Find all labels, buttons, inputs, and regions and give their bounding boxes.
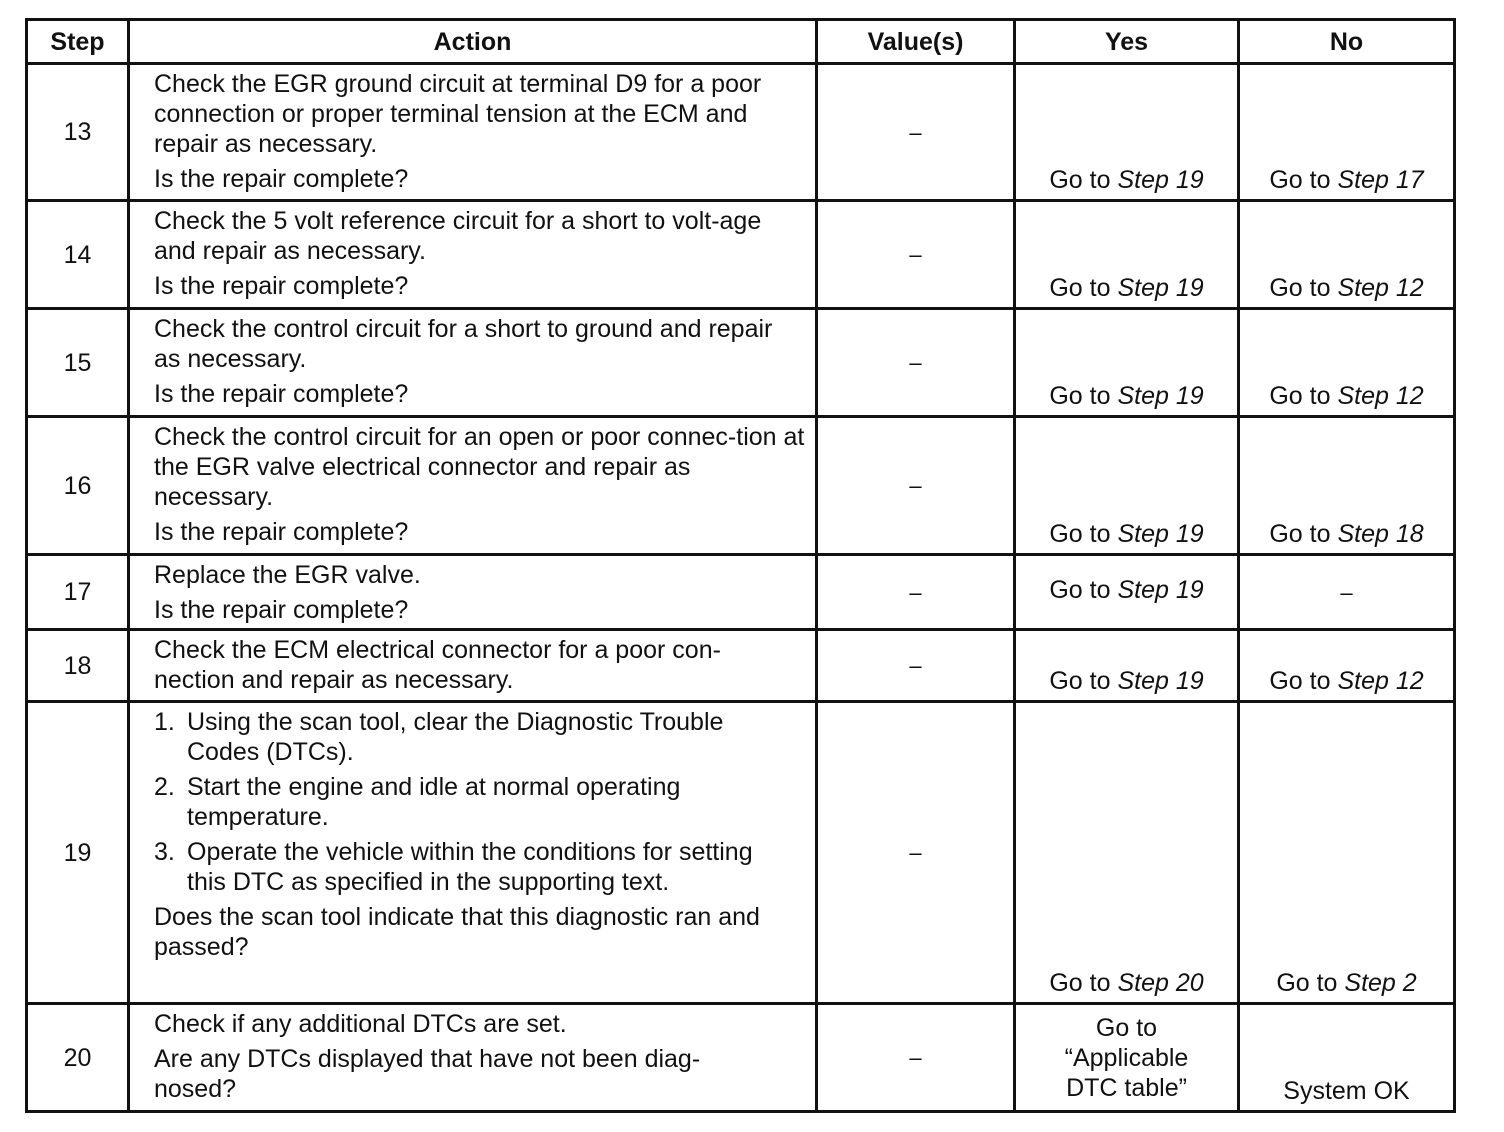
yes-cell xyxy=(1015,64,1239,201)
yes-prefix: Go to xyxy=(1049,576,1118,604)
header-row xyxy=(27,20,1455,64)
action-text: Check the EGR ground circuit at terminal D9 for a poor connection or proper terminal tension at the ECM and repair as necessary. xyxy=(154,70,762,158)
yes-step-link: Step 19 xyxy=(1117,166,1204,194)
yes-step-link: Step 19 xyxy=(1117,576,1204,604)
header-yes: Yes xyxy=(1015,20,1239,64)
no-text: – xyxy=(1340,579,1353,605)
no-cell xyxy=(1239,555,1455,630)
list-item xyxy=(154,772,794,832)
no-cell xyxy=(1239,309,1455,417)
value-text: – xyxy=(909,350,922,375)
list-text: Using the scan tool, clear the Diagnostic Trouble Codes (DTCs). xyxy=(187,708,724,766)
yes-cell xyxy=(1015,417,1239,555)
yes-cell xyxy=(1015,201,1239,309)
value-text: – xyxy=(909,242,922,267)
yes-step-link: Step 19 xyxy=(1117,382,1204,410)
no-prefix: Go to xyxy=(1269,520,1338,548)
yes-prefix: Go to xyxy=(1049,667,1118,695)
action-question: Does the scan tool indicate that this diagnostic ran and passed? xyxy=(154,903,760,961)
list-number: 2. xyxy=(154,773,175,801)
action-text: Check if any additional DTCs are set. xyxy=(154,1010,567,1038)
no-step-link: Step 17 xyxy=(1337,166,1424,194)
yes-prefix: Go to xyxy=(1049,520,1118,548)
action-cell xyxy=(129,630,817,702)
table-row xyxy=(27,417,1455,555)
value-cell xyxy=(817,555,1015,630)
yes-prefix: Go to xyxy=(1049,166,1118,194)
value-text: – xyxy=(909,840,922,865)
no-goto xyxy=(1269,520,1423,548)
value-text: – xyxy=(909,579,922,605)
action-question: Is the repair complete? xyxy=(154,518,409,546)
value-text: – xyxy=(909,119,922,145)
no-cell xyxy=(1239,201,1455,309)
action-cell xyxy=(129,64,817,201)
action-cell xyxy=(129,417,817,555)
no-goto xyxy=(1269,667,1423,695)
value-cell xyxy=(817,1004,1015,1112)
no-prefix: Go to xyxy=(1269,274,1338,302)
step-number: 17 xyxy=(27,555,129,630)
action-cell xyxy=(129,555,817,630)
action-question: Is the repair complete? xyxy=(154,165,409,193)
table-row xyxy=(27,1004,1455,1112)
no-prefix: Go to xyxy=(1276,969,1345,997)
action-cell xyxy=(129,1004,817,1112)
yes-goto xyxy=(1049,274,1203,302)
table-row xyxy=(27,201,1455,309)
table-row xyxy=(27,702,1455,1004)
no-goto xyxy=(1269,166,1423,194)
list-number: 1. xyxy=(154,708,175,736)
yes-goto xyxy=(1049,576,1203,604)
table-row xyxy=(27,64,1455,201)
no-goto xyxy=(1276,969,1416,997)
no-cell xyxy=(1239,64,1455,201)
no-step-link: Step 12 xyxy=(1337,382,1424,410)
value-text: – xyxy=(909,653,922,678)
action-text: Check the control circuit for an open or poor connec-tion at the EGR valve electrical connector and repair as necessary. xyxy=(154,423,805,511)
no-cell xyxy=(1239,1004,1455,1112)
table-row xyxy=(27,555,1455,630)
list-item xyxy=(154,707,794,767)
step-number: 14 xyxy=(27,201,129,309)
action-text: Replace the EGR valve. xyxy=(154,561,421,589)
step-number: 16 xyxy=(27,417,129,555)
no-text: System OK xyxy=(1283,1077,1410,1105)
value-text: – xyxy=(909,473,922,498)
yes-goto xyxy=(1049,382,1203,410)
list-item xyxy=(154,837,794,897)
action-question: Is the repair complete? xyxy=(154,380,409,408)
yes-step-link: Step 20 xyxy=(1117,969,1204,997)
action-text: Check the 5 volt reference circuit for a short to volt-age and repair as necessary. xyxy=(154,207,762,265)
no-step-link: Step 2 xyxy=(1344,969,1417,997)
step-number: 15 xyxy=(27,309,129,417)
header-step: Step xyxy=(27,20,129,64)
yes-cell xyxy=(1015,702,1239,1004)
yes-goto xyxy=(1049,969,1203,997)
no-goto xyxy=(1269,274,1423,302)
yes-cell xyxy=(1015,630,1239,702)
step-number: 19 xyxy=(27,702,129,1004)
step-number: 13 xyxy=(27,64,129,201)
action-question: Is the repair complete? xyxy=(154,596,409,624)
action-text: Check the ECM electrical connector for a poor con-nection and repair as necessary. xyxy=(154,636,721,694)
step-number: 18 xyxy=(27,630,129,702)
no-step-link: Step 12 xyxy=(1337,667,1424,695)
no-step-link: Step 18 xyxy=(1337,520,1424,548)
value-text: – xyxy=(909,1045,922,1070)
value-cell xyxy=(817,64,1015,201)
action-text: Check the control circuit for a short to ground and repair as necessary. xyxy=(154,315,773,373)
action-list xyxy=(154,707,794,897)
action-question: Are any DTCs displayed that have not been diag-nosed? xyxy=(154,1045,701,1103)
yes-goto xyxy=(1049,520,1203,548)
no-cell xyxy=(1239,417,1455,555)
yes-prefix: Go to xyxy=(1049,969,1118,997)
yes-prefix: Go to xyxy=(1049,274,1118,302)
yes-prefix: Go to xyxy=(1049,382,1118,410)
yes-cell xyxy=(1015,1004,1239,1112)
header-values: Value(s) xyxy=(817,20,1015,64)
action-cell xyxy=(129,201,817,309)
yes-step-link: Step 19 xyxy=(1117,274,1204,302)
yes-step-link: Step 19 xyxy=(1117,520,1204,548)
table-row xyxy=(27,309,1455,417)
yes-goto xyxy=(1049,166,1203,194)
no-prefix: Go to xyxy=(1269,382,1338,410)
list-number: 3. xyxy=(154,838,175,866)
no-cell xyxy=(1239,702,1455,1004)
value-cell xyxy=(817,417,1015,555)
value-cell xyxy=(817,309,1015,417)
header-no: No xyxy=(1239,20,1455,64)
header-action: Action xyxy=(129,20,817,64)
list-text: Start the engine and idle at normal operating temperature. xyxy=(187,773,681,831)
diagnostic-table xyxy=(25,18,1456,1113)
list-text: Operate the vehicle within the conditions for setting this DTC as specified in the supporting text. xyxy=(187,838,753,896)
action-question: Is the repair complete? xyxy=(154,272,409,300)
no-goto xyxy=(1269,382,1423,410)
no-step-link: Step 12 xyxy=(1337,274,1424,302)
no-cell xyxy=(1239,630,1455,702)
yes-cell xyxy=(1015,555,1239,630)
yes-text: Go to “Applicable DTC table” xyxy=(1064,1013,1189,1102)
value-cell xyxy=(817,630,1015,702)
no-prefix: Go to xyxy=(1269,667,1338,695)
action-cell xyxy=(129,309,817,417)
yes-goto xyxy=(1049,667,1203,695)
value-cell xyxy=(817,702,1015,1004)
value-cell xyxy=(817,201,1015,309)
no-prefix: Go to xyxy=(1269,166,1338,194)
yes-step-link: Step 19 xyxy=(1117,667,1204,695)
action-cell xyxy=(129,702,817,1004)
step-number: 20 xyxy=(27,1004,129,1112)
table-row xyxy=(27,630,1455,702)
yes-cell xyxy=(1015,309,1239,417)
